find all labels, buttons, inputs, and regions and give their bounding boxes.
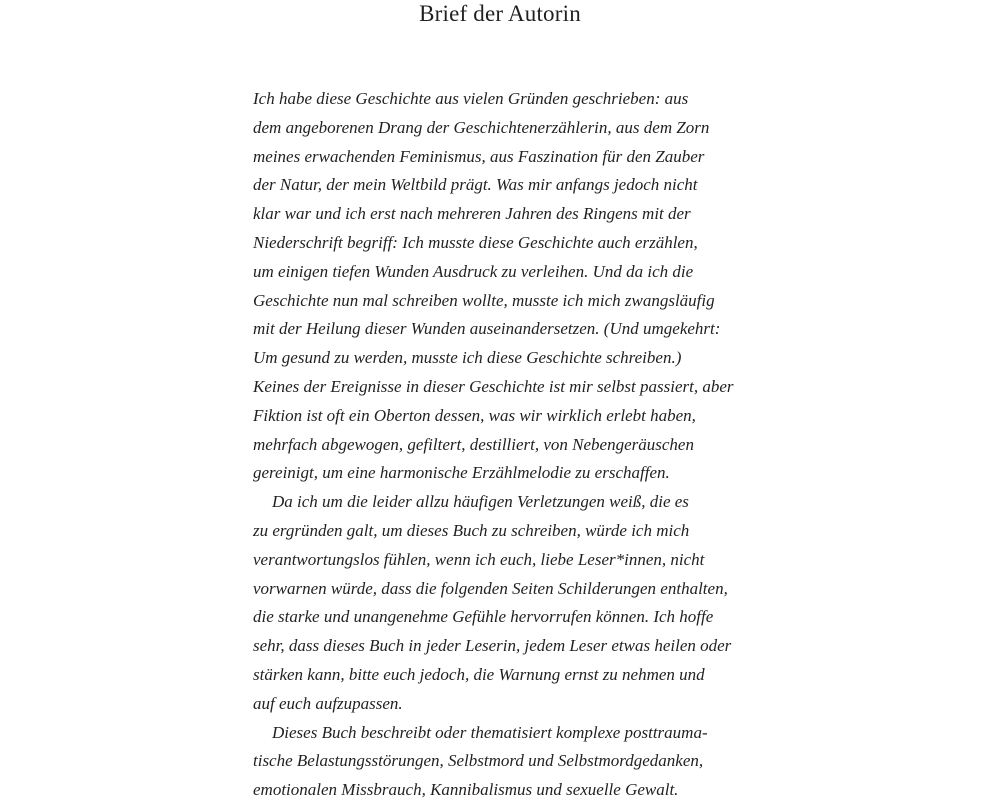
text-line: Geschichte nun mal schreiben wollte, musste ich mich zwangsläufig	[253, 290, 715, 310]
text-line: sehr, dass dieses Buch in jeder Leserin, jedem Leser etwas heilen oder	[253, 636, 732, 656]
text-line: der Natur, der mein Weltbild prägt. Was mir anfangs jedoch nicht	[253, 175, 698, 195]
text-line: Fiktion ist oft ein Oberton dessen, was wir wirklich erlebt haben,	[253, 405, 696, 425]
text-line: mehrfach abgewogen, gefiltert, destilliert, von Nebengeräuschen	[253, 434, 694, 454]
text-line: Ich habe diese Geschichte aus vielen Gründen geschrieben: aus	[253, 89, 689, 108]
text-line: stärken kann, bitte euch jedoch, die Warnung ernst zu nehmen und	[253, 664, 705, 684]
text-line: meines erwachenden Feminismus, aus Faszination für den Zauber	[253, 146, 705, 166]
text-line: mit der Heilung dieser Wunden auseinandersetzen. (Und umgekehrt:	[253, 319, 721, 339]
text-line: zu ergründen galt, um dieses Buch zu schreiben, würde ich mich	[253, 520, 690, 540]
page-title: Brief der Autorin	[419, 1, 581, 26]
text-line: gereinigt, um eine harmonische Erzählmelodie zu erschaffen.	[253, 463, 670, 483]
text-line: um einigen tiefen Wunden Ausdruck zu verleihen. Und da ich die	[253, 261, 694, 281]
text-line: Um gesund zu werden, musste ich diese Geschichte schreiben.)	[253, 348, 682, 368]
text-line: verantwortungslos fühlen, wenn ich euch, liebe Leser*innen, nicht	[253, 549, 705, 569]
text-line: tische Belastungsstörungen, Selbstmord und Selbstmordgedanken,	[253, 751, 704, 771]
text-line: Keines der Ereignisse in dieser Geschichte ist mir selbst passiert, aber	[253, 376, 734, 396]
text-line: emotionalen Missbrauch, Kannibalismus und sexuelle Gewalt.	[253, 780, 679, 800]
text-line: dem angeborenen Drang der Geschichtenerzählerin, aus dem Zorn	[253, 117, 710, 137]
text-line: auf euch aufzupassen.	[253, 693, 403, 713]
text-line: Da ich um die leider allzu häufigen Verletzungen weiß, die es	[272, 492, 689, 512]
text-line: Dieses Buch beschreibt oder thematisiert komplexe posttrauma-	[272, 722, 708, 742]
text-line: vorwarnen würde, dass die folgenden Seiten Schilderungen enthalten,	[253, 578, 728, 598]
text-line: Niederschrift begriff: Ich musste diese Geschichte auch erzählen,	[253, 232, 698, 252]
letter-body	[253, 85, 753, 800]
text-line: die starke und unangenehme Gefühle hervorrufen können. Ich hoffe	[253, 607, 714, 627]
text-line: klar war und ich erst nach mehreren Jahren des Ringens mit der	[253, 204, 691, 224]
